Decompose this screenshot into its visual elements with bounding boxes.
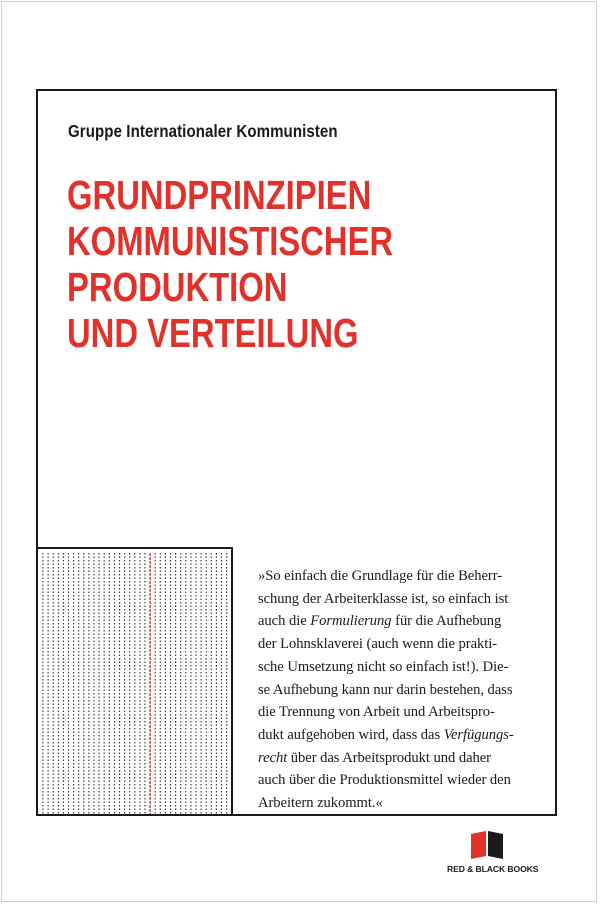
title-line: KOMMUNISTISCHER	[67, 218, 394, 264]
quote-line: auch die Formulierung für die Aufhebung	[258, 613, 502, 630]
quote-line: sche Umsetzung nicht so einfach ist!). Die-	[258, 658, 509, 675]
author-name: Gruppe Internationaler Kommunisten	[68, 121, 338, 141]
title-line: UND VERTEILUNG	[67, 310, 359, 356]
publisher-name: RED & BLACK BOOKS	[447, 864, 539, 874]
pattern-graphic	[38, 549, 233, 816]
book-title	[67, 172, 393, 356]
quote-line: se Aufhebung kann nur darin bestehen, dass	[258, 681, 513, 698]
quote-line: die Trennung von Arbeit und Arbeitspro-	[258, 704, 495, 721]
quote-line: Arbeitern zukommt.«	[258, 795, 383, 812]
dotted-line-pattern	[36, 547, 233, 816]
quote-line: dukt aufgehoben wird, dass das Verfügungs-	[258, 726, 514, 743]
back-quote	[258, 565, 554, 815]
publisher-logo	[447, 831, 539, 881]
quote-line: »So einfach die Grundlage für die Beherr-	[258, 568, 503, 584]
quote-line: recht über das Arbeitsprodukt und daher	[258, 749, 491, 766]
quote-line: schung der Arbeiterklasse ist, so einfach ist	[258, 590, 509, 607]
title-line: GRUNDPRINZIPIEN	[67, 172, 372, 218]
red-black-book-icon	[471, 831, 503, 859]
title-line: PRODUKTION	[67, 264, 288, 310]
quote-line: der Lohnsklaverei (auch wenn die prakti-	[258, 636, 498, 653]
quote-line: auch über die Produktionsmittel wieder den	[258, 772, 511, 789]
